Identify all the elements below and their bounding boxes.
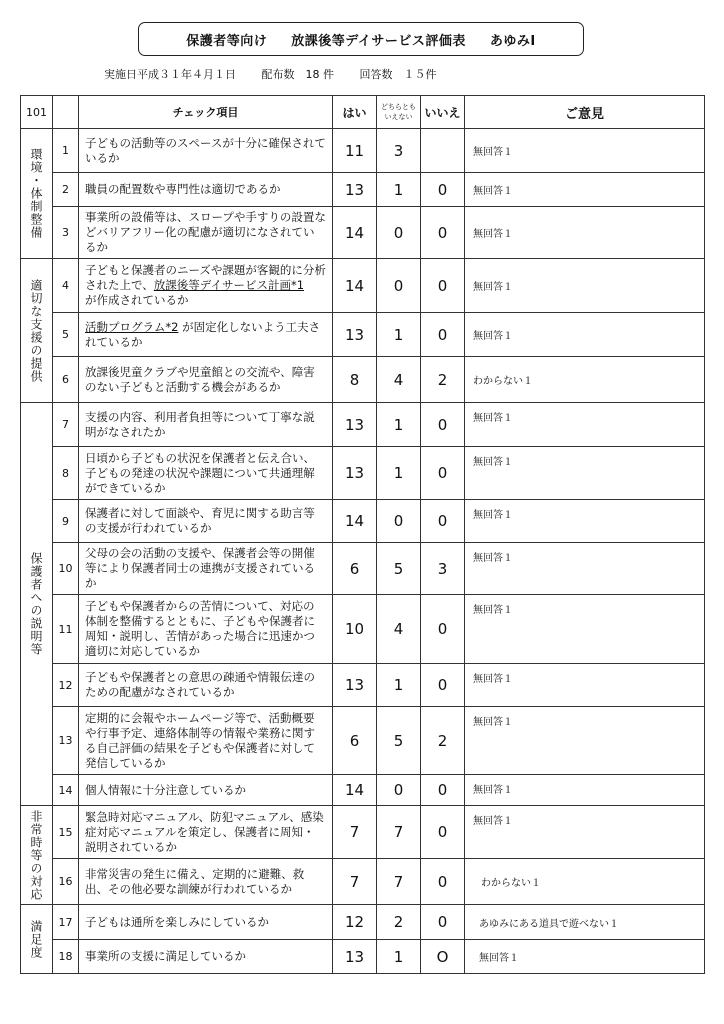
header-neither-line1: どちらとも bbox=[381, 103, 416, 111]
table-row bbox=[21, 313, 705, 357]
header-yes: はい bbox=[333, 96, 377, 129]
check-item-text: 子どもと保護者のニーズや課題が客観的に分析された上で、 bbox=[85, 263, 326, 292]
neither-count: 1 bbox=[377, 447, 421, 500]
opinion-text: 無回答１ bbox=[465, 173, 705, 207]
table-row bbox=[21, 447, 705, 500]
header-neither-line2: いえない bbox=[384, 113, 413, 121]
table-row bbox=[21, 129, 705, 173]
check-item-text: が固定化しないよう工夫されているか bbox=[85, 319, 321, 349]
check-item-text: が作成されているか bbox=[85, 293, 189, 307]
no-count: 0 bbox=[421, 859, 465, 905]
row-number: 4 bbox=[53, 259, 79, 313]
opinion-text: 無回答１ bbox=[465, 940, 705, 974]
no-count: 0 bbox=[421, 905, 465, 940]
check-item: 子どもの活動等のスペースが十分に確保されているか bbox=[79, 129, 333, 173]
row-number: 11 bbox=[53, 595, 79, 664]
header-id: 101 bbox=[21, 96, 53, 129]
yes-count: 13 bbox=[333, 664, 377, 707]
row-number: 10 bbox=[53, 543, 79, 595]
table-row bbox=[21, 595, 705, 664]
no-count: 0 bbox=[421, 500, 465, 543]
category-satisfaction: 満足度 bbox=[21, 905, 53, 974]
neither-count: 0 bbox=[377, 259, 421, 313]
check-item: 定期的に会報やホームページ等で、活動概要や行事予定、連絡体制等の情報や業務に関する自己評価の結果を子どもや保護者に対して発信しているか bbox=[79, 707, 333, 775]
table-row bbox=[21, 775, 705, 806]
form-title bbox=[138, 22, 584, 56]
no-count: 0 bbox=[421, 313, 465, 357]
neither-count: 4 bbox=[377, 595, 421, 664]
yes-count: 14 bbox=[333, 207, 377, 259]
row-number: 1 bbox=[53, 129, 79, 173]
opinion-text: わからない１ bbox=[465, 357, 705, 403]
yes-count: 10 bbox=[333, 595, 377, 664]
row-number: 18 bbox=[53, 940, 79, 974]
opinion-text: 無回答１ bbox=[465, 403, 705, 447]
neither-count: 0 bbox=[377, 500, 421, 543]
table-row bbox=[21, 859, 705, 905]
yes-count: 13 bbox=[333, 447, 377, 500]
yes-count: 6 bbox=[333, 543, 377, 595]
no-count: 2 bbox=[421, 357, 465, 403]
table-row bbox=[21, 207, 705, 259]
check-item: 子どもは通所を楽しみにしているか bbox=[79, 905, 333, 940]
header-number bbox=[53, 96, 79, 129]
check-item: 放課後児童クラブや児童館との交流や、障害のない子どもと活動する機会があるか bbox=[79, 357, 333, 403]
row-number: 9 bbox=[53, 500, 79, 543]
neither-count: 5 bbox=[377, 707, 421, 775]
opinion-text: あゆみにある道具で遊べない１ bbox=[465, 905, 705, 940]
neither-count: 1 bbox=[377, 313, 421, 357]
yes-count: 7 bbox=[333, 806, 377, 859]
no-count: 0 bbox=[421, 403, 465, 447]
yes-count: 13 bbox=[333, 403, 377, 447]
yes-count: 7 bbox=[333, 859, 377, 905]
row-number: 5 bbox=[53, 313, 79, 357]
yes-count: 12 bbox=[333, 905, 377, 940]
title-facility: あゆみⅠ bbox=[489, 33, 536, 49]
row-number: 7 bbox=[53, 403, 79, 447]
yes-count: 13 bbox=[333, 313, 377, 357]
no-count: 0 bbox=[421, 806, 465, 859]
neither-count: 1 bbox=[377, 664, 421, 707]
no-count: 0 bbox=[421, 595, 465, 664]
table-row bbox=[21, 543, 705, 595]
check-item-underlined: 放課後等デイサービス計画*1 bbox=[153, 278, 305, 292]
yes-count: 13 bbox=[333, 940, 377, 974]
table-row bbox=[21, 707, 705, 775]
row-number: 14 bbox=[53, 775, 79, 806]
header-check-item: チェック項目 bbox=[79, 96, 333, 129]
table-row bbox=[21, 403, 705, 447]
neither-count: 0 bbox=[377, 775, 421, 806]
neither-count: 4 bbox=[377, 357, 421, 403]
opinion-text: 無回答１ bbox=[465, 595, 705, 664]
neither-count: 1 bbox=[377, 940, 421, 974]
row-number: 15 bbox=[53, 806, 79, 859]
category-parent-communication: 保護者への説明等 bbox=[21, 403, 53, 806]
distributed-count: 配布数 18 件 bbox=[261, 68, 334, 81]
opinion-text: 無回答１ bbox=[465, 500, 705, 543]
check-item: 事業所の設備等は、スロープや手すりの設置などバリアフリー化の配慮が適切になされているか bbox=[79, 207, 333, 259]
row-number: 13 bbox=[53, 707, 79, 775]
neither-count: 3 bbox=[377, 129, 421, 173]
no-count: 0 bbox=[421, 207, 465, 259]
check-item: 父母の会の活動の支援や、保護者会等の開催等により保護者同士の連携が支援されているか bbox=[79, 543, 333, 595]
table-row bbox=[21, 905, 705, 940]
row-number: 3 bbox=[53, 207, 79, 259]
table-row bbox=[21, 173, 705, 207]
table-row bbox=[21, 259, 705, 313]
no-count bbox=[421, 129, 465, 173]
no-count: 2 bbox=[421, 707, 465, 775]
opinion-text: 無回答１ bbox=[465, 259, 705, 313]
evaluation-table bbox=[20, 95, 705, 974]
row-number: 8 bbox=[53, 447, 79, 500]
opinion-text: 無回答１ bbox=[465, 129, 705, 173]
opinion-text: 無回答１ bbox=[465, 775, 705, 806]
neither-count: 0 bbox=[377, 207, 421, 259]
check-item: 個人情報に十分注意しているか bbox=[79, 775, 333, 806]
title-main: 放課後等デイサービス評価表 bbox=[291, 33, 466, 49]
opinion-text: 無回答１ bbox=[465, 664, 705, 707]
row-number: 12 bbox=[53, 664, 79, 707]
no-count: 0 bbox=[421, 447, 465, 500]
row-number: 6 bbox=[53, 357, 79, 403]
yes-count: 6 bbox=[333, 707, 377, 775]
category-support: 適切な支援の提供 bbox=[21, 259, 53, 403]
neither-count: 7 bbox=[377, 806, 421, 859]
table-row bbox=[21, 357, 705, 403]
check-item: 支援の内容、利用者負担等について丁寧な説明がなされたか bbox=[79, 403, 333, 447]
survey-meta bbox=[104, 66, 459, 82]
no-count: 0 bbox=[421, 775, 465, 806]
category-environment: 環境・体制整備 bbox=[21, 129, 53, 259]
response-count: 回答数 １５件 bbox=[359, 68, 437, 81]
check-item-underlined: 活動プログラム*2 bbox=[85, 319, 179, 334]
check-item: 日頃から子どもの状況を保護者と伝え合い、子どもの発達の状況や課題について共通理解ができているか bbox=[79, 447, 333, 500]
yes-count: 13 bbox=[333, 173, 377, 207]
table-row bbox=[21, 500, 705, 543]
yes-count: 8 bbox=[333, 357, 377, 403]
header-opinion: ご意見 bbox=[465, 96, 705, 129]
table-row bbox=[21, 664, 705, 707]
neither-count: 7 bbox=[377, 859, 421, 905]
neither-count: 1 bbox=[377, 173, 421, 207]
yes-count: 11 bbox=[333, 129, 377, 173]
survey-date: 実施日平成３１年４月１日 bbox=[104, 68, 236, 81]
neither-count: 2 bbox=[377, 905, 421, 940]
check-item: 緊急時対応マニュアル、防犯マニュアル、感染症対応マニュアルを策定し、保護者に周知・説明されているか bbox=[79, 806, 333, 859]
no-count: 3 bbox=[421, 543, 465, 595]
opinion-text: 無回答１ bbox=[465, 806, 705, 859]
title-audience: 保護者等向け bbox=[186, 33, 268, 49]
check-item: 事業所の支援に満足しているか bbox=[79, 940, 333, 974]
opinion-text: 無回答１ bbox=[465, 207, 705, 259]
table-header-row bbox=[21, 96, 705, 129]
no-count: 0 bbox=[421, 173, 465, 207]
table-row bbox=[21, 806, 705, 859]
check-item: 子どもや保護者との意思の疎通や情報伝達のための配慮がなされているか bbox=[79, 664, 333, 707]
no-count: 0 bbox=[421, 664, 465, 707]
category-emergency: 非常時等の対応 bbox=[21, 806, 53, 905]
check-item bbox=[79, 313, 333, 357]
check-item bbox=[79, 259, 333, 313]
header-neither bbox=[377, 96, 421, 129]
row-number: 17 bbox=[53, 905, 79, 940]
no-count: 0 bbox=[421, 259, 465, 313]
yes-count: 14 bbox=[333, 500, 377, 543]
opinion-text: 無回答１ bbox=[465, 707, 705, 775]
table-row bbox=[21, 940, 705, 974]
row-number: 16 bbox=[53, 859, 79, 905]
opinion-text: わからない１ bbox=[465, 859, 705, 905]
check-item: 保護者に対して面談や、育児に関する助言等の支援が行われているか bbox=[79, 500, 333, 543]
check-item: 職員の配置数や専門性は適切であるか bbox=[79, 173, 333, 207]
header-no: いいえ bbox=[421, 96, 465, 129]
row-number: 2 bbox=[53, 173, 79, 207]
opinion-text: 無回答１ bbox=[465, 543, 705, 595]
check-item: 非常災害の発生に備え、定期的に避難、救出、その他必要な訓練が行われているか bbox=[79, 859, 333, 905]
check-item: 子どもや保護者からの苦情について、対応の体制を整備するとともに、子どもや保護者に周知・説明し、苦情があった場合に迅速かつ適切に対応しているか bbox=[79, 595, 333, 664]
opinion-text: 無回答１ bbox=[465, 313, 705, 357]
no-count: O bbox=[421, 940, 465, 974]
opinion-text: 無回答１ bbox=[465, 447, 705, 500]
neither-count: 5 bbox=[377, 543, 421, 595]
yes-count: 14 bbox=[333, 259, 377, 313]
neither-count: 1 bbox=[377, 403, 421, 447]
yes-count: 14 bbox=[333, 775, 377, 806]
